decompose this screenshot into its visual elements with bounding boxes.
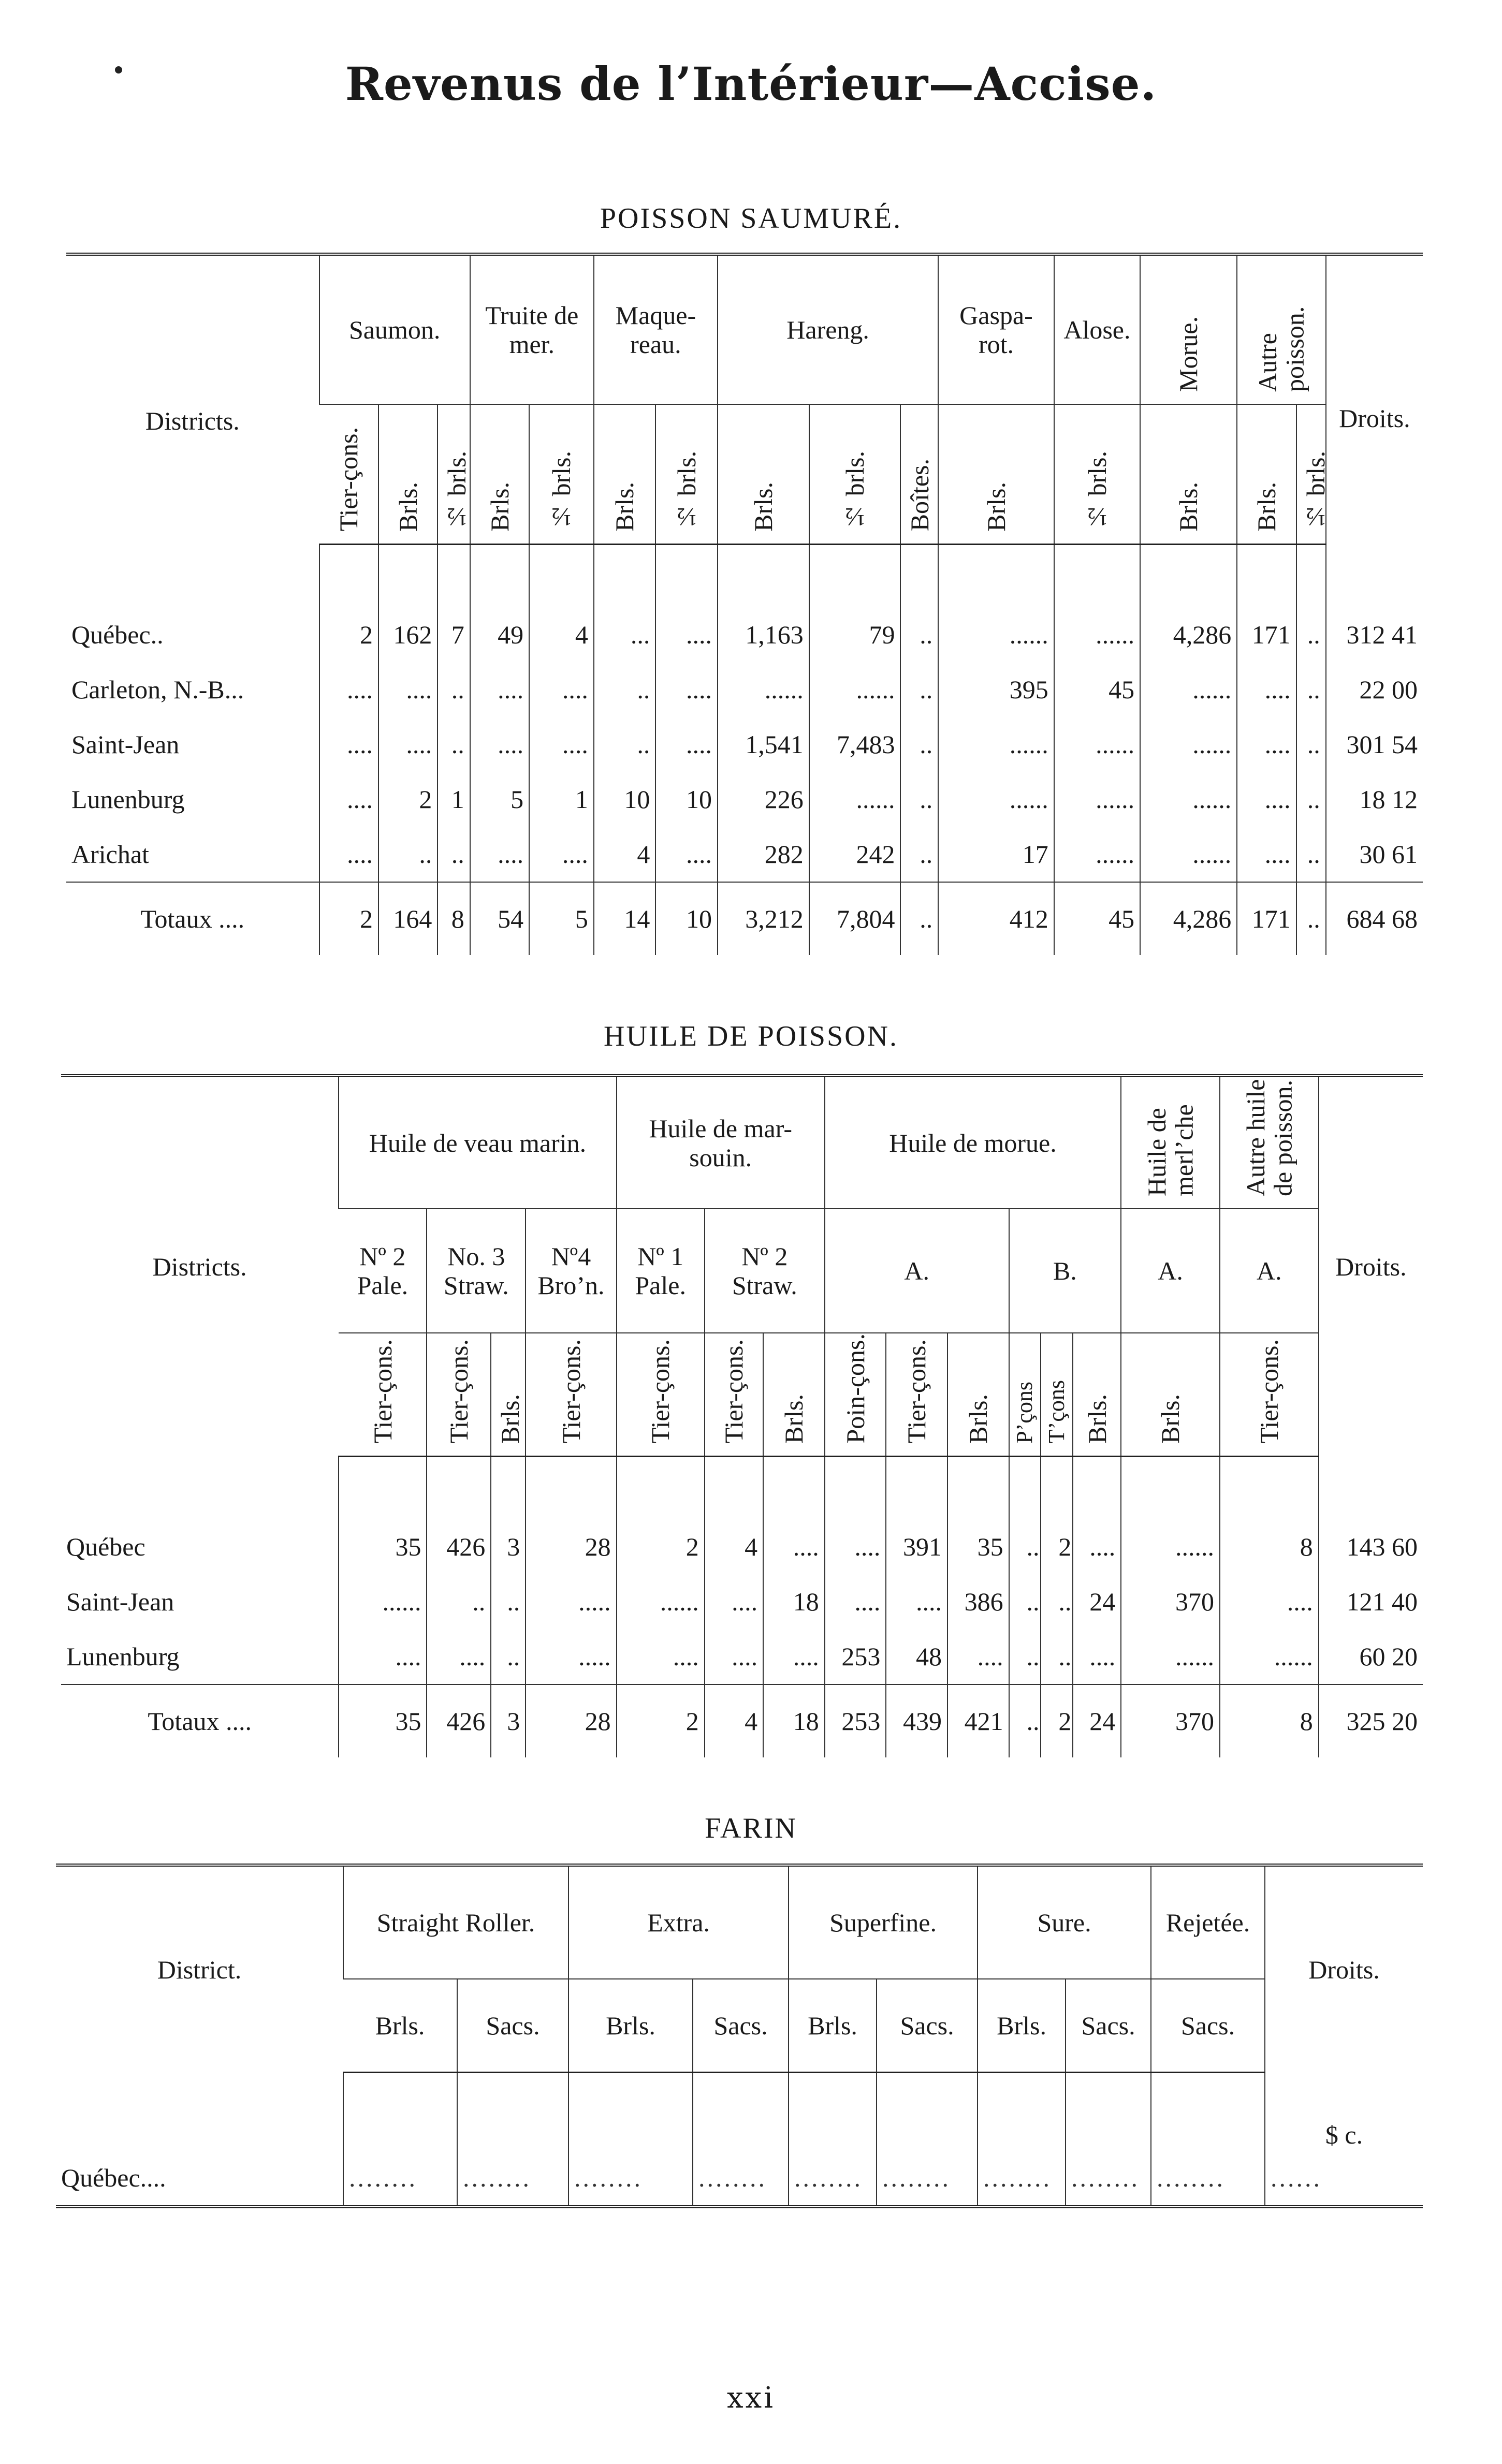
total-cell: 24 xyxy=(1073,1684,1121,1757)
total-cell: 45 xyxy=(1054,882,1140,955)
cell: .. xyxy=(438,662,470,717)
totals-label: Totaux .... xyxy=(66,882,319,955)
cell: 162 xyxy=(378,607,438,662)
group-header-extra: Extra. xyxy=(568,1865,789,1979)
group-header-straight-roller: Straight Roller. xyxy=(343,1865,568,1979)
cell: .... xyxy=(319,772,378,827)
col-header-droits: Droits. xyxy=(1308,1955,1380,1984)
cell: .. xyxy=(491,1574,526,1629)
totals-row xyxy=(66,882,1423,955)
cell: ...... xyxy=(718,662,809,717)
group-header-saumon: Saumon. xyxy=(319,254,470,404)
group-header-merluche: Huile de merl’che xyxy=(1142,1104,1199,1196)
cell: ...... xyxy=(1054,717,1140,772)
sub-header: Tier-çons. xyxy=(646,1339,675,1444)
cell: .... xyxy=(1237,662,1296,717)
cell: ...... xyxy=(1140,772,1237,827)
group-header-marsouin: Huile de mar-souin. xyxy=(617,1076,825,1209)
sub-header: ½ brls. xyxy=(442,450,472,532)
cell: .... xyxy=(1073,1519,1121,1574)
group-header-superfine: Superfine. xyxy=(789,1865,978,1979)
table-row xyxy=(61,1519,1423,1574)
sub-header: Tier-çons. xyxy=(902,1339,931,1444)
cell: .... xyxy=(470,717,529,772)
droits-value: 301 54 xyxy=(1326,717,1423,772)
cell: .... xyxy=(763,1519,825,1574)
total-cell: 2 xyxy=(1041,1684,1073,1757)
cell: 28 xyxy=(526,1519,616,1574)
group-header-hareng: Hareng. xyxy=(718,254,938,404)
cell: .... xyxy=(655,717,718,772)
sub-header: Poin-çons. xyxy=(840,1333,870,1444)
cell: 171 xyxy=(1237,607,1296,662)
cell: ...... xyxy=(617,1574,705,1629)
total-cell: 4 xyxy=(705,1684,763,1757)
sub-header: ½ brls. xyxy=(840,450,869,532)
cell: 4 xyxy=(529,607,594,662)
cell: .... xyxy=(529,827,594,882)
district-name: Saint-Jean xyxy=(66,1587,174,1616)
cell: 282 xyxy=(718,827,809,882)
cell: 5 xyxy=(470,772,529,827)
cell: ...... xyxy=(938,772,1054,827)
district-name: Arichat xyxy=(71,839,149,869)
page-title: Revenus de l’Intérieur—Accise. xyxy=(345,57,1157,111)
grade-header: No. 3 Straw. xyxy=(427,1209,526,1333)
group-header-alose: Alose. xyxy=(1054,254,1140,404)
cell: ...... xyxy=(1121,1629,1220,1684)
sub-header: Sacs. xyxy=(693,1979,789,2072)
sub-header: Sacs. xyxy=(877,1979,978,2072)
cell: .... xyxy=(705,1574,763,1629)
droits-value: 18 12 xyxy=(1326,772,1423,827)
cell: ...... xyxy=(1054,827,1140,882)
cell: .... xyxy=(1237,717,1296,772)
cell: 2 xyxy=(1041,1519,1073,1574)
cell: 4 xyxy=(705,1519,763,1574)
cell: 48 xyxy=(886,1629,947,1684)
cell: .. xyxy=(900,772,938,827)
cell: ........ xyxy=(568,2150,693,2207)
total-cell: 370 xyxy=(1121,1684,1220,1757)
cell: 10 xyxy=(594,772,656,827)
total-cell: 421 xyxy=(947,1684,1009,1757)
cell: .. xyxy=(378,827,438,882)
cell: .... xyxy=(319,717,378,772)
group-header-rejetee: Rejetée. xyxy=(1151,1865,1265,1979)
cell: 253 xyxy=(825,1629,886,1684)
group-header-veau-marin: Huile de veau marin. xyxy=(339,1076,616,1209)
sub-header: Brls. xyxy=(485,481,514,532)
sub-header: Brls. xyxy=(981,481,1011,532)
cell: .... xyxy=(319,662,378,717)
cell: 7,483 xyxy=(809,717,901,772)
cell: 386 xyxy=(947,1574,1009,1629)
cell: ..... xyxy=(526,1629,616,1684)
cell: .... xyxy=(529,717,594,772)
total-cell: 7,804 xyxy=(809,882,901,955)
cell: 79 xyxy=(809,607,901,662)
cell: .. xyxy=(438,717,470,772)
sub-header: Sacs. xyxy=(1151,1979,1265,2072)
col-header-droits: Droits. xyxy=(1339,403,1410,433)
cell: .... xyxy=(427,1629,491,1684)
cell: .... xyxy=(529,662,594,717)
table-row xyxy=(66,772,1423,827)
col-header-district: District. xyxy=(157,1955,242,1984)
sub-header: T’çons xyxy=(1044,1380,1070,1444)
cell: .. xyxy=(1041,1574,1073,1629)
cell: ..... xyxy=(526,1574,616,1629)
cell: ...... xyxy=(1140,827,1237,882)
totals-label: Totaux .... xyxy=(61,1684,339,1757)
cell: 1,541 xyxy=(718,717,809,772)
sub-header: Brls. xyxy=(789,1979,877,2072)
sub-header: Brls. xyxy=(393,481,422,532)
table-row xyxy=(61,1574,1423,1629)
cell: ...... xyxy=(938,717,1054,772)
sub-header: Brls. xyxy=(978,1979,1066,2072)
sub-header: Brls. xyxy=(1252,481,1281,532)
sub-header: Sacs. xyxy=(457,1979,568,2072)
sub-header: Tier-çons. xyxy=(556,1339,586,1444)
cell: .... xyxy=(319,827,378,882)
sub-header: P’çons xyxy=(1012,1381,1038,1444)
group-header-truite: Truite de mer. xyxy=(470,254,594,404)
sub-header: Brls. xyxy=(1082,1394,1112,1444)
cell: 4,286 xyxy=(1140,607,1237,662)
cell: .. xyxy=(1041,1629,1073,1684)
cell: ...... xyxy=(1054,607,1140,662)
cell: .. xyxy=(438,827,470,882)
cell: .... xyxy=(339,1629,427,1684)
cell: 2 xyxy=(378,772,438,827)
cell: .. xyxy=(491,1629,526,1684)
cell: 2 xyxy=(617,1519,705,1574)
cell: 35 xyxy=(947,1519,1009,1574)
table-poisson xyxy=(66,253,1423,955)
district-name: Lunenburg xyxy=(66,1641,180,1671)
cell: ...... xyxy=(1054,772,1140,827)
cell: ...... xyxy=(1140,717,1237,772)
cell: .. xyxy=(427,1574,491,1629)
district-name: Saint-Jean xyxy=(71,729,180,759)
grade-header: B. xyxy=(1009,1209,1121,1333)
sub-header: Tier-çons. xyxy=(1255,1339,1284,1444)
total-cell: 4,286 xyxy=(1140,882,1237,955)
cell: 3 xyxy=(491,1519,526,1574)
section-title-huile: HUILE DE POISSON. xyxy=(604,1020,898,1052)
cell: .. xyxy=(1296,717,1326,772)
district-name: Québec xyxy=(66,1532,145,1561)
cell: .... xyxy=(655,607,718,662)
table-row xyxy=(56,2150,1423,2207)
cell: .. xyxy=(1296,662,1326,717)
total-cell: 3 xyxy=(491,1684,526,1757)
cell: .. xyxy=(594,662,656,717)
total-cell: 3,212 xyxy=(718,882,809,955)
group-header-gaspareau: Gaspa-rot. xyxy=(938,254,1054,404)
cell: ...... xyxy=(938,607,1054,662)
total-cell: 253 xyxy=(825,1684,886,1757)
col-header-districts: Districts. xyxy=(145,406,240,435)
droits-value: 30 61 xyxy=(1326,827,1423,882)
grade-header: A. xyxy=(1220,1209,1319,1333)
cell: .... xyxy=(947,1629,1009,1684)
sub-header: Brls. xyxy=(495,1394,525,1444)
cell: 17 xyxy=(938,827,1054,882)
total-cell: .. xyxy=(900,882,938,955)
cell: ........ xyxy=(1151,2150,1265,2207)
section-title-poisson: POISSON SAUMURÉ. xyxy=(600,202,902,234)
cell: ...... xyxy=(809,662,901,717)
sub-header: Sacs. xyxy=(1066,1979,1151,2072)
group-header-sure: Sure. xyxy=(978,1865,1151,1979)
cell: .. xyxy=(900,607,938,662)
droits-value: ...... xyxy=(1265,2150,1423,2207)
sub-header: Brls. xyxy=(1156,1394,1185,1444)
cell: 8 xyxy=(1220,1519,1319,1574)
grade-header: A. xyxy=(825,1209,1009,1333)
cell: 391 xyxy=(886,1519,947,1574)
cell: 1 xyxy=(529,772,594,827)
cell: 1,163 xyxy=(718,607,809,662)
sub-header: Tier-çons. xyxy=(334,427,363,532)
cell: .... xyxy=(655,662,718,717)
totals-row xyxy=(61,1684,1423,1757)
cell: ...... xyxy=(1121,1519,1220,1574)
cell: ........ xyxy=(457,2150,568,2207)
cell: .... xyxy=(763,1629,825,1684)
cell: .. xyxy=(900,827,938,882)
cell: 370 xyxy=(1121,1574,1220,1629)
sub-header: ½ brls. xyxy=(1082,450,1112,532)
cell: ...... xyxy=(1220,1629,1319,1684)
grade-header: A. xyxy=(1121,1209,1220,1333)
cell: .... xyxy=(1220,1574,1319,1629)
cell: ...... xyxy=(809,772,901,827)
grade-header: Nº 2 Pale. xyxy=(339,1209,427,1333)
total-cell: 35 xyxy=(339,1684,427,1757)
sub-header: Brls. xyxy=(568,1979,693,2072)
cell: .. xyxy=(1296,607,1326,662)
cell: ........ xyxy=(789,2150,877,2207)
droits-value: 22 00 xyxy=(1326,662,1423,717)
total-cell: 28 xyxy=(526,1684,616,1757)
district-name: Québec.... xyxy=(61,2163,166,2192)
cell: 395 xyxy=(938,662,1054,717)
page-number: xxi xyxy=(726,2381,776,2415)
table-huile xyxy=(61,1074,1423,1757)
cell: 45 xyxy=(1054,662,1140,717)
cell: .. xyxy=(900,717,938,772)
total-cell: 8 xyxy=(1220,1684,1319,1757)
sub-header: Brls. xyxy=(610,481,639,532)
total-cell: 164 xyxy=(378,882,438,955)
table-row xyxy=(66,827,1423,882)
total-cell: 2 xyxy=(617,1684,705,1757)
cell: ........ xyxy=(693,2150,789,2207)
droits-value: 60 20 xyxy=(1319,1629,1423,1684)
total-cell: 18 xyxy=(763,1684,825,1757)
total-cell: 54 xyxy=(470,882,529,955)
total-cell: 412 xyxy=(938,882,1054,955)
group-header-autre-poisson: Autre poisson. xyxy=(1253,306,1309,392)
grade-header: Nº4 Bro’n. xyxy=(526,1209,616,1333)
cell: .. xyxy=(900,662,938,717)
total-cell: .. xyxy=(1009,1684,1041,1757)
cell: .... xyxy=(825,1574,886,1629)
total-droits: 325 20 xyxy=(1319,1684,1423,1757)
cell: .. xyxy=(1296,827,1326,882)
cell: .... xyxy=(470,662,529,717)
currency-label: $ c. xyxy=(1265,2072,1423,2150)
cell: 2 xyxy=(319,607,378,662)
sub-header: Tier-çons. xyxy=(368,1339,397,1444)
sub-header: Brls. xyxy=(964,1394,993,1444)
cell: .. xyxy=(1296,772,1326,827)
cell: ........ xyxy=(978,2150,1066,2207)
cell: .. xyxy=(1009,1519,1041,1574)
table-row xyxy=(61,1629,1423,1684)
total-cell: 426 xyxy=(427,1684,491,1757)
cell: .... xyxy=(378,717,438,772)
group-header-autre-huile: Autre huile de poisson. xyxy=(1241,1079,1297,1196)
cell: 18 xyxy=(763,1574,825,1629)
grade-header: Nº 2 Straw. xyxy=(705,1209,825,1333)
cell: 49 xyxy=(470,607,529,662)
droits-value: 121 40 xyxy=(1319,1574,1423,1629)
sub-header: Tier-çons. xyxy=(719,1339,749,1444)
sub-header: ½ brls. xyxy=(547,450,576,532)
cell: 7 xyxy=(438,607,470,662)
district-name: Carleton, N.-B... xyxy=(71,674,244,704)
total-cell: 14 xyxy=(594,882,656,955)
table-farine xyxy=(56,1864,1423,2208)
cell: 35 xyxy=(339,1519,427,1574)
total-cell: 439 xyxy=(886,1684,947,1757)
district-name: Québec.. xyxy=(71,620,164,649)
group-header-morue: Huile de morue. xyxy=(825,1076,1121,1209)
cell: 426 xyxy=(427,1519,491,1574)
cell: .... xyxy=(655,827,718,882)
cell: ........ xyxy=(1066,2150,1151,2207)
sub-header: Tier-çons. xyxy=(444,1339,474,1444)
grade-header: Nº 1 Pale. xyxy=(617,1209,705,1333)
sub-header: Brls. xyxy=(779,1394,809,1444)
cell: ...... xyxy=(1140,662,1237,717)
table-row xyxy=(66,662,1423,717)
group-header-morue: Morue. xyxy=(1174,316,1203,392)
total-cell: 2 xyxy=(319,882,378,955)
cell: .. xyxy=(1009,1574,1041,1629)
sub-header: ½ brls. xyxy=(1301,450,1330,532)
cell: .... xyxy=(1237,827,1296,882)
table-row xyxy=(66,717,1423,772)
sub-header: ½ brls. xyxy=(672,450,701,532)
cell: .... xyxy=(1237,772,1296,827)
cell: ... xyxy=(594,607,656,662)
total-droits: 684 68 xyxy=(1326,882,1423,955)
cell: 24 xyxy=(1073,1574,1121,1629)
cell: .... xyxy=(617,1629,705,1684)
district-name: Lunenburg xyxy=(71,784,185,814)
cell: 4 xyxy=(594,827,656,882)
cell: ........ xyxy=(877,2150,978,2207)
cell: .... xyxy=(470,827,529,882)
cell: .... xyxy=(886,1574,947,1629)
cell: ...... xyxy=(339,1574,427,1629)
group-header-maquereau: Maque-reau. xyxy=(594,254,718,404)
cell: 1 xyxy=(438,772,470,827)
cell: 242 xyxy=(809,827,901,882)
sub-header: Brls. xyxy=(1174,481,1203,532)
sub-header: Brls. xyxy=(343,1979,457,2072)
total-cell: 5 xyxy=(529,882,594,955)
sub-header: Boîtes. xyxy=(905,459,935,532)
cell: 10 xyxy=(655,772,718,827)
cell: .. xyxy=(594,717,656,772)
total-cell: 171 xyxy=(1237,882,1296,955)
droits-value: 312 41 xyxy=(1326,607,1423,662)
section-title-farine: FARIN xyxy=(705,1812,797,1844)
col-header-districts: Districts. xyxy=(152,1252,247,1281)
total-cell: 10 xyxy=(655,882,718,955)
cell: .... xyxy=(825,1519,886,1574)
total-cell: .. xyxy=(1296,882,1326,955)
col-header-droits: Droits. xyxy=(1335,1252,1407,1281)
total-cell: 8 xyxy=(438,882,470,955)
droits-value: 143 60 xyxy=(1319,1519,1423,1574)
cell: 226 xyxy=(718,772,809,827)
cell: ........ xyxy=(343,2150,457,2207)
cell: .. xyxy=(1009,1629,1041,1684)
cell: .... xyxy=(378,662,438,717)
cell: .... xyxy=(705,1629,763,1684)
sub-header: Brls. xyxy=(749,481,778,532)
cell: .... xyxy=(1073,1629,1121,1684)
table-row xyxy=(66,607,1423,662)
